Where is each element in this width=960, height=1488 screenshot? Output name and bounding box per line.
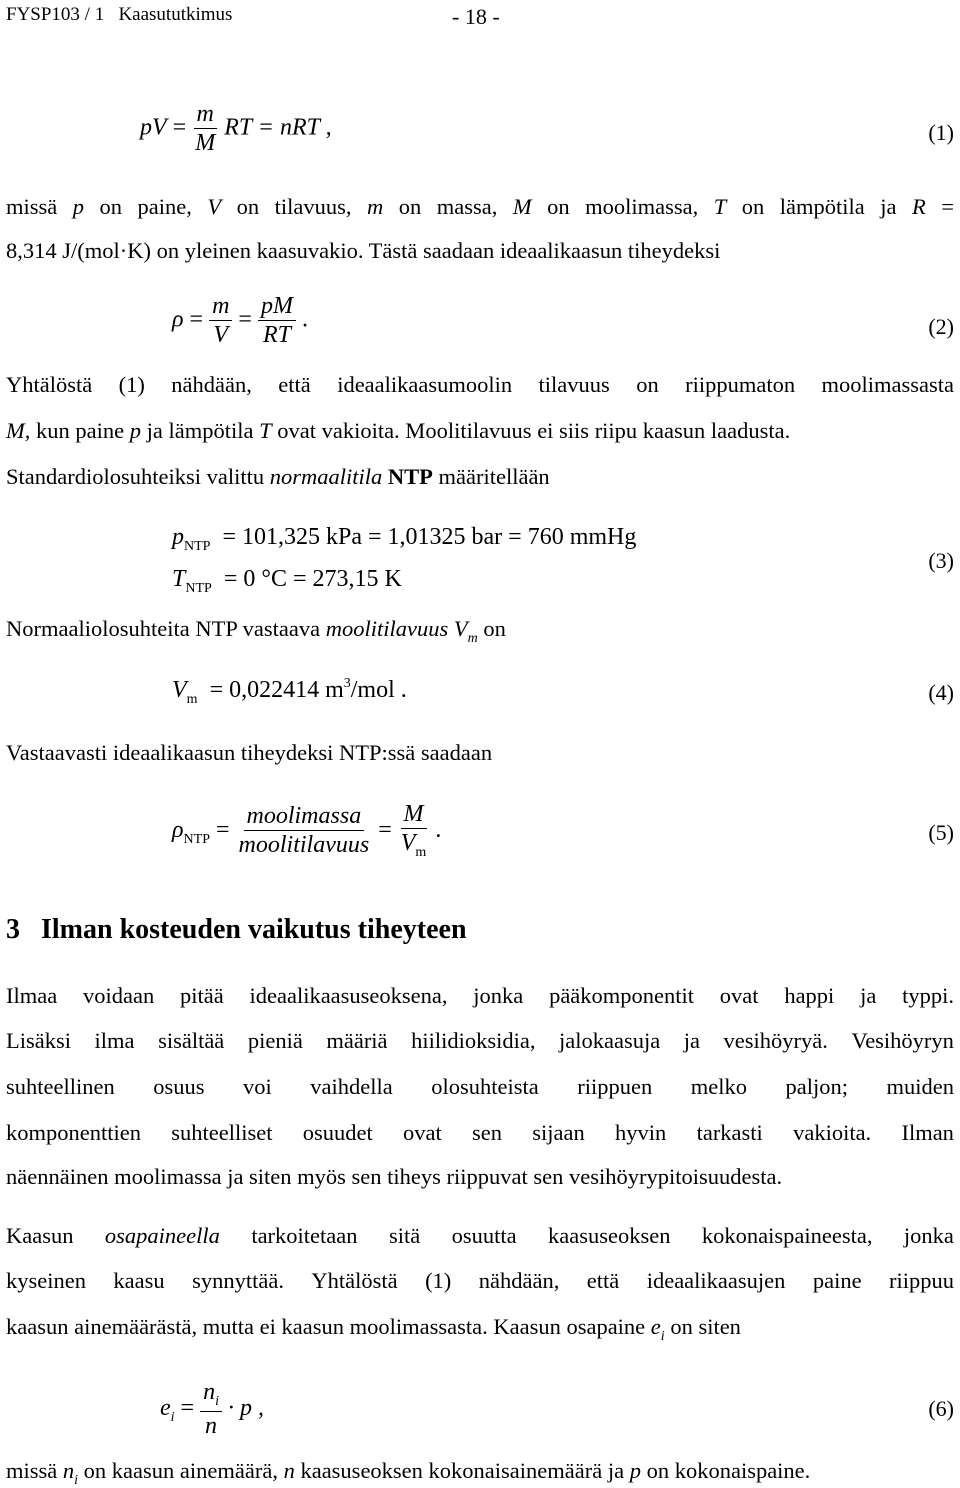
text-run: missä xyxy=(6,1458,63,1483)
text-run: moolimassa, xyxy=(585,194,699,219)
text-run: , kun paine xyxy=(24,418,130,443)
text-run: osuudet xyxy=(302,1120,373,1145)
text-run: n xyxy=(62,1458,75,1483)
para6-line2 xyxy=(6,1270,954,1293)
equation-number-6: (6) xyxy=(928,1396,954,1421)
text-run: 8,314 J/(mol xyxy=(6,238,120,263)
text-run: RT xyxy=(262,322,291,349)
text-run: on kokonaispaine. xyxy=(640,1458,811,1483)
text-run: Yhtälöstä xyxy=(6,372,93,397)
text-run: Lisäksi xyxy=(6,1028,71,1053)
text-run: sitä xyxy=(388,1223,421,1248)
text-run: m xyxy=(415,845,427,861)
text-run: synnyttää. xyxy=(192,1268,284,1293)
text-run: hiilidioksidia, xyxy=(411,1028,536,1053)
text-run: V xyxy=(172,677,187,703)
text-run: paljon; xyxy=(785,1074,848,1099)
text-run: ilma xyxy=(94,1028,135,1053)
text-run: on kaasun ainemäärä, xyxy=(78,1458,284,1483)
text-run: NTP xyxy=(185,581,212,596)
text-run: ρ xyxy=(172,816,184,843)
text-run: T xyxy=(713,194,727,219)
text-run: ovat xyxy=(403,1120,442,1145)
equation-5: $\rho_{NTP}$ = $\frac{\text{moolimassa}}{\text{moolitilavuus}}$ = $\frac{M}{V_m}$ . xyxy=(172,801,442,861)
text-run: Kaasun xyxy=(6,1223,74,1248)
equation-1: pV = $\frac{m}{M}$ RT = nRT , xyxy=(140,101,332,157)
equation-3-line1 xyxy=(172,524,636,555)
text-run: K) on yleinen kaasuvakio. Tästä saadaan ideaalikaasun tiheydeksi xyxy=(127,238,721,263)
text-run: m xyxy=(209,294,232,321)
text-run: = xyxy=(941,194,954,219)
text-run: ovat xyxy=(719,983,759,1008)
text-run: T xyxy=(259,418,272,443)
text-run: Standardiolosuhteiksi valittu xyxy=(6,464,270,489)
text-run: melko xyxy=(690,1074,747,1099)
text-run: n xyxy=(283,1458,295,1483)
text-run: että xyxy=(586,1268,620,1293)
text-run: p xyxy=(129,418,141,443)
text-run: pitää xyxy=(179,983,224,1008)
text-run: M xyxy=(6,418,25,443)
text-run: (1) xyxy=(425,1268,452,1293)
text-run: vaihdella xyxy=(310,1074,393,1099)
text-run: V xyxy=(207,194,222,219)
text-run: pieniä xyxy=(247,1028,303,1053)
text-run: määritellään xyxy=(432,464,550,489)
text-run: M xyxy=(512,194,532,219)
text-run: ja xyxy=(880,194,897,219)
course-title: Kaasututkimus xyxy=(118,4,233,25)
text-run: on xyxy=(477,616,506,641)
text-run: moolitilavuus xyxy=(325,616,449,641)
text-run: R xyxy=(912,194,926,219)
text-run: ja xyxy=(860,983,877,1008)
text-run: NTP xyxy=(184,539,211,554)
text-run: (1) xyxy=(118,372,145,397)
text-run: on xyxy=(547,194,570,219)
text-run: T xyxy=(172,566,186,592)
text-run: on xyxy=(99,194,123,219)
para2-line3 xyxy=(6,466,550,489)
text-run: typpi. xyxy=(902,983,954,1008)
text-run: ja lämpötila xyxy=(140,418,260,443)
text-run: Ilman xyxy=(901,1120,954,1145)
text-run: i xyxy=(660,1329,665,1344)
para5-line3 xyxy=(6,1076,954,1099)
text-run: Ilmaa xyxy=(6,983,58,1008)
text-run: sen xyxy=(472,1120,503,1145)
text-run: ja xyxy=(683,1028,701,1053)
text-run: sisältää xyxy=(158,1028,225,1053)
text-run: /mol . xyxy=(350,677,407,703)
equation-number-2: (2) xyxy=(928,314,954,339)
text-run: i xyxy=(170,1409,175,1425)
text-run: pM xyxy=(258,294,296,321)
text-run: tarkasti xyxy=(696,1120,763,1145)
para6-line3 xyxy=(6,1316,741,1344)
text-run: kaasuseoksen kokonaisainemäärä ja xyxy=(294,1458,630,1483)
text-run: muiden xyxy=(886,1074,954,1099)
text-run: i xyxy=(215,1394,219,1409)
text-run: voi xyxy=(243,1074,272,1099)
equation-number-4: (4) xyxy=(928,680,954,705)
text-run: p xyxy=(629,1458,641,1483)
text-run: kokonaispaineesta, xyxy=(701,1223,873,1248)
text-run: että xyxy=(278,372,311,397)
course-code: FYSP103 / 1 xyxy=(6,4,105,25)
text-run: määriä xyxy=(326,1028,388,1053)
text-run: Yhtälöstä xyxy=(311,1268,398,1293)
text-run: tarkoitetaan xyxy=(251,1223,358,1248)
para2-line2 xyxy=(6,420,790,443)
text-run: · p , xyxy=(227,1394,264,1421)
para2-line1 xyxy=(6,374,954,397)
text-run: = 0,022414 m xyxy=(209,677,344,703)
text-run: NTP xyxy=(387,464,433,489)
equation-3-line2 xyxy=(172,566,402,597)
text-run: moolimassasta xyxy=(821,372,954,397)
text-run: olosuhteista xyxy=(431,1074,539,1099)
text-run: ideaalikaasumoolin xyxy=(337,372,513,397)
para5-line4 xyxy=(6,1122,954,1145)
para1-line2 xyxy=(6,240,720,263)
eq1-denominator: M xyxy=(195,130,216,157)
text-run: missä xyxy=(6,194,58,219)
text-run: vesihöyryä. xyxy=(723,1028,828,1053)
text-run: komponenttien xyxy=(6,1120,141,1145)
text-run: normaalitila xyxy=(269,464,383,489)
eq1-rest: RT = nRT , xyxy=(224,114,332,141)
text-run: e xyxy=(650,1314,661,1339)
text-run: V xyxy=(213,322,229,349)
text-run: m xyxy=(467,631,478,646)
eq1-numerator: m xyxy=(194,102,217,129)
text-run: V xyxy=(400,830,416,857)
page-number: - 18 - xyxy=(452,4,500,29)
text-run: M xyxy=(401,802,427,829)
text-run: m xyxy=(186,692,198,707)
text-run: on xyxy=(398,194,422,219)
text-run: on xyxy=(636,372,659,397)
text-run: ovat vakioita. Moolitilavuus ei siis riipu kaasun laadusta. xyxy=(271,418,791,443)
text-run: vakioita. xyxy=(793,1120,872,1145)
text-run: jonka xyxy=(903,1223,954,1248)
section-heading: 3 Ilman kosteuden vaikutus tiheyteen xyxy=(6,914,467,945)
equation-number-5: (5) xyxy=(928,820,954,845)
text-run: riippumaton xyxy=(685,372,796,397)
equation-6: $e_i$ = $\frac{n_i}{n}$ · p , xyxy=(160,1379,264,1439)
text-run: on xyxy=(236,194,260,219)
text-run: happi xyxy=(784,983,835,1008)
text-run: nähdään, xyxy=(478,1268,560,1293)
page-header-left xyxy=(6,4,232,26)
text-run: pääkomponentit xyxy=(549,983,695,1008)
text-run: · xyxy=(119,238,128,263)
equation-number-1: (1) xyxy=(928,120,954,145)
eq1-fraction xyxy=(192,102,218,156)
text-run: paine, xyxy=(137,194,192,219)
text-run: voidaan xyxy=(82,983,155,1008)
equation-4 xyxy=(172,676,407,708)
text-run: e xyxy=(160,1394,171,1421)
text-run: = 101,325 kPa = 1,01325 bar = 760 mmHg xyxy=(222,524,637,550)
para1-line1 xyxy=(6,196,954,219)
text-run: i xyxy=(74,1473,79,1488)
text-run: massa, xyxy=(436,194,498,219)
para4: Vastaavasti ideaalikaasun tiheydeksi NTP:ssä saadaan xyxy=(6,740,493,765)
text-run: V xyxy=(453,616,468,641)
para6-line1 xyxy=(6,1225,954,1248)
text-run: NTP xyxy=(183,831,210,847)
text-run: jonka xyxy=(473,983,524,1008)
text-run: hyvin xyxy=(615,1120,667,1145)
text-run: suhteelliset xyxy=(171,1120,273,1145)
text-run: sijaan xyxy=(532,1120,585,1145)
rho-symbol: ρ xyxy=(172,306,184,333)
para3 xyxy=(6,618,506,646)
text-run: riippuen xyxy=(577,1074,653,1099)
para5-line2 xyxy=(6,1030,954,1053)
text-run: p xyxy=(172,524,184,550)
text-run: kyseinen xyxy=(6,1268,86,1293)
text-run: tilavuus, xyxy=(274,194,352,219)
eq1-lhs: pV xyxy=(140,114,167,141)
text-run: paine xyxy=(812,1268,862,1293)
equation-2: ρ = $\frac{m}{V}$ = $\frac{pM}{RT}$ . xyxy=(172,293,308,349)
text-run: Normaaliolosuhteita NTP vastaava xyxy=(6,616,326,641)
text-run: lämpötila xyxy=(779,194,865,219)
text-run: on siten xyxy=(664,1314,741,1339)
text-run: osapaineella xyxy=(104,1223,220,1248)
text-run: osuus xyxy=(153,1074,205,1099)
text-run: kaasu xyxy=(113,1268,165,1293)
text-run: jalokaasuja xyxy=(559,1028,661,1053)
text-run: = 0 °C = 273,15 K xyxy=(223,566,402,592)
text-run: p xyxy=(72,194,85,219)
text-run: kaasun ainemäärästä, mutta ei kaasun moolimassasta. Kaasun osapaine xyxy=(6,1314,651,1339)
text-run: riippuu xyxy=(889,1268,954,1293)
para5-line5: näennäinen moolimassa ja siten myös sen tiheys riippuvat sen vesihöyrypitoisuudesta. xyxy=(6,1164,783,1189)
text-run: ideaalikaasuseoksena, xyxy=(249,983,448,1008)
text-run: tilavuus xyxy=(538,372,610,397)
text-run: kaasuseoksen xyxy=(548,1223,671,1248)
text-run: osuutta xyxy=(451,1223,517,1248)
text-run: on xyxy=(741,194,765,219)
text-run: n xyxy=(205,1412,218,1439)
text-run: moolimassa xyxy=(244,804,365,831)
text-run: Vesihöyryn xyxy=(851,1028,954,1053)
text-run: n xyxy=(203,1379,216,1405)
text-run: ideaalikaasujen xyxy=(646,1268,786,1293)
text-run: 3 xyxy=(343,676,351,691)
text-run: suhteellinen xyxy=(6,1074,115,1099)
para5-line1 xyxy=(6,985,954,1008)
text-run: moolitilavuus xyxy=(238,832,370,859)
text-run: m xyxy=(367,194,384,219)
equation-number-3: (3) xyxy=(928,548,954,573)
text-run: nähdään, xyxy=(171,372,252,397)
